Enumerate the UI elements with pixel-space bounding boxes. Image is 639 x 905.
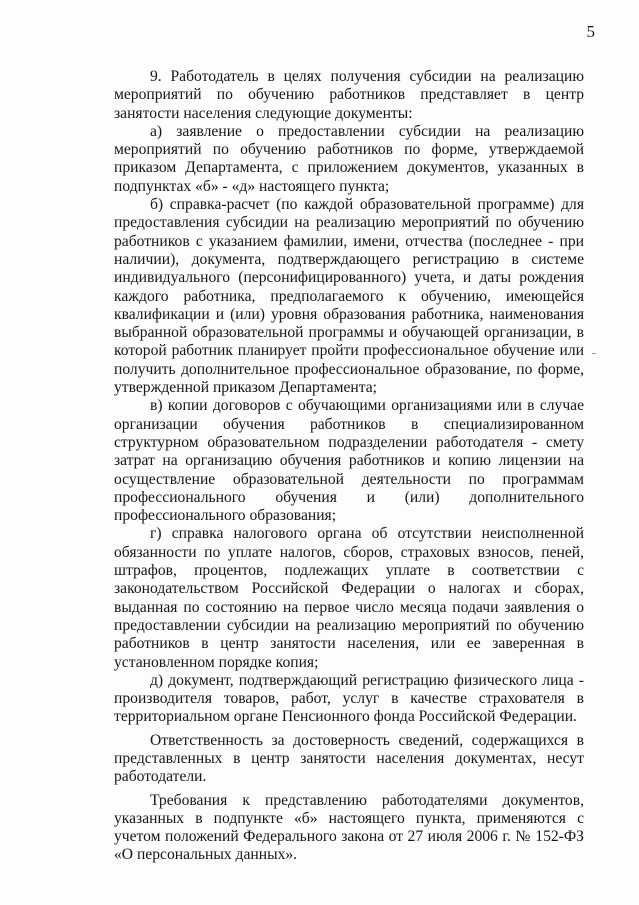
paragraph-item-b: б) справка-расчет (по каждой образовательной программе) для предоставления субсидии на реализацию мероприятий по обучению работников с указанием фамилии, имени, отчества (последнее - при наличии), документа, подтверждающего регистрацию в системе индивидуального (персонифицированного) учета, и даты рождения каждого работника, предполагаемого к обучению, имеющейся квалификации и (или) уровня образования работника, наименования выбранной образовательной программы и обучающей организации, в которой работник планирует пройти профессиональное обучение или получить дополнительное профессиональное образование, по форме, утвержденной приказом Департамента; <box>114 196 584 397</box>
paragraph-item-a: а) заявление о предоставлении субсидии на реализацию мероприятий по обучению работников по форме, утверждаемой приказом Департамента, с приложением документов, указанных в подпунктах «б» - «д» настоящего пункта; <box>114 122 584 195</box>
paragraph-item-v: в) копии договоров с обучающими организациями или в случае организации обучения работников в специализированном структурном образовательном подразделении работодателя - смету затрат на организацию обучения работников и копию лицензии на осуществление образовательной деятельности по программам профессионального обучения и (или) дополнительного профессионального образования; <box>114 397 584 525</box>
paragraph-9-intro: 9. Работодатель в целях получения субсидии на реализацию мероприятий по обучению работников представляет в центр занятости населения следующие документы: <box>114 68 584 122</box>
paragraph-responsibility: Ответственность за достоверность сведений, содержащихся в представленных в центр занятости населения документах, несут работодатели. <box>114 731 584 786</box>
paragraph-item-g: г) справка налогового органа об отсутствии неисполненной обязанности по уплате налогов, сборов, страховых взносов, пеней, штрафов, процентов, подлежащих уплате в соответствии с законодательством Российской Федерации о налогах и сборах, выданная по состоянию на первое число месяца подачи заявления о предоставлении субсидии на реализацию мероприятий по обучению работников в центр занятости населения, или ее заверенная в установленном порядке копия; <box>114 525 584 671</box>
scan-artifact-mark <box>592 353 596 354</box>
paragraph-requirements: Требования к представлению работодателями документов, указанных в подпункте «б» настоящего пункта, применяются с учетом положений Федерального закона от 27 июля 2006 г. № 152-ФЗ «О персональных данных». <box>114 791 584 864</box>
document-body <box>114 68 584 865</box>
page-number: 5 <box>586 22 595 41</box>
paragraph-item-d: д) документ, подтверждающий регистрацию физического лица - производителя товаров, работ, услуг в качестве страхователя в территориальном органе Пенсионного фонда Российской Федерации. <box>114 671 584 726</box>
